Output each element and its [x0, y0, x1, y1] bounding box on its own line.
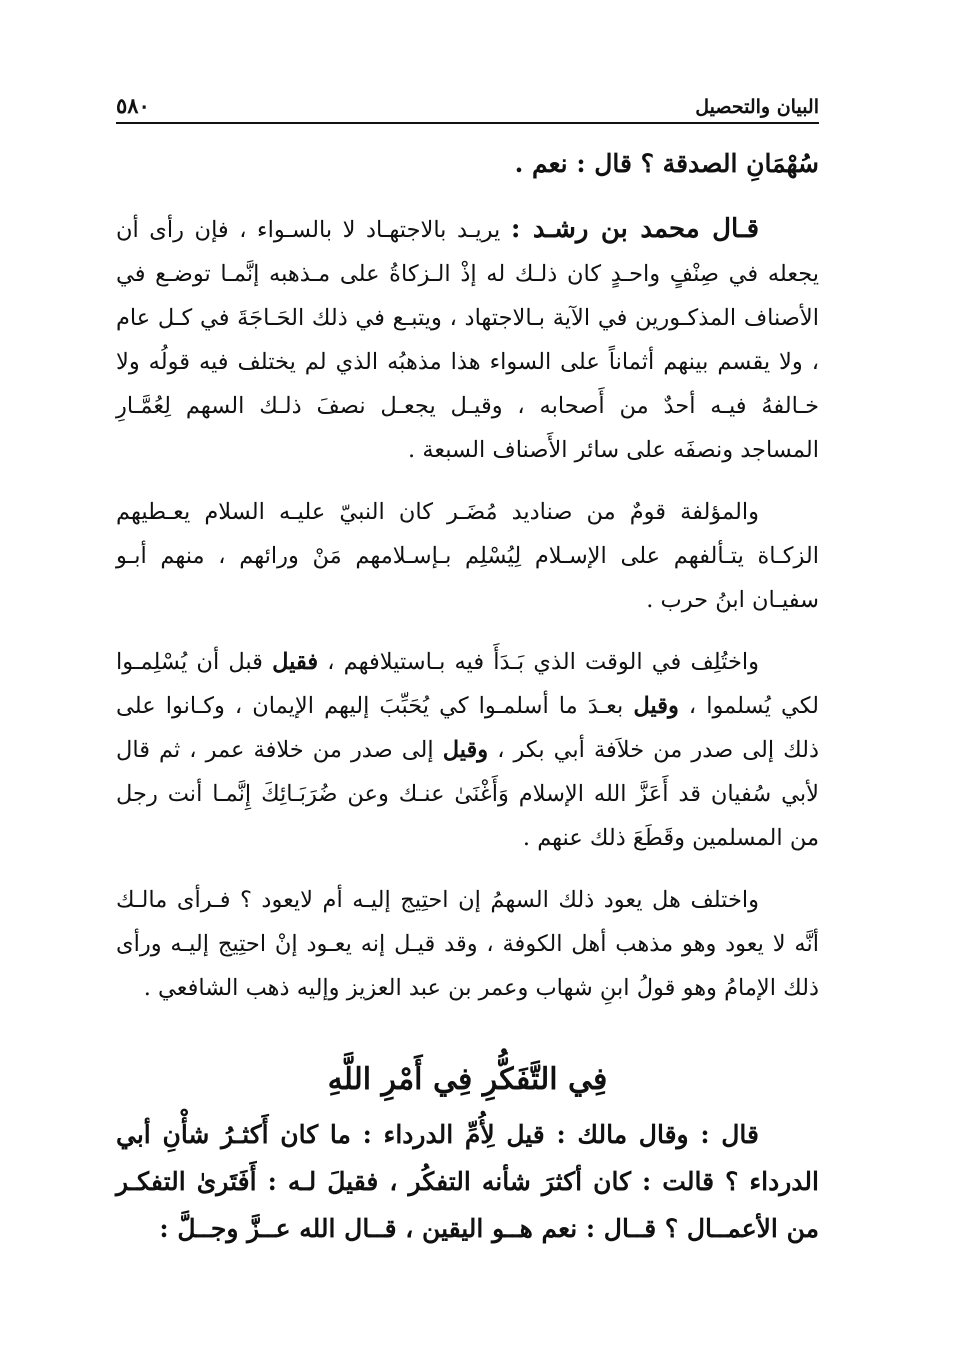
paragraph-sahm: واختلف هل يعود ذلك السهمُ إن احتِيج إليـه أم لايعود ؟ فـرأى مالـك أنَّه لا يعود وهو مذهب أهل الكوفة ، وقد قيـل إنه يعـود إنْ احتِيج إليـه ورأى ذلك الإمامُ وهو قولُ ابنِ شهاب وعمر بن عبد العزيز وإليه ذهب الشافعي . [116, 887, 819, 1001]
paragraph-text: إلى صدر من خلافة عمر ، ثم قال لأبي سُفيان قد أَعَزَّ الله الإسلام وَأَغْنَىٰ عنـك وعن ضُرَبَـائِكَ إِنَّمـا أنت رجل من المسلمين وقَطَعَ ذلك عنهم . [116, 737, 819, 851]
commentator-lead: قـال محمد بن رشـد : [510, 214, 759, 244]
paragraph-text: واختُلِف في الوقت الذي بَـدَأَ فيه بـاستيلافهم ، [318, 649, 759, 675]
section-heading: فِي التَّفَكُّرِ فِي أَمْرِ اللَّهِ [327, 1062, 608, 1097]
bold-term: فقيل [272, 649, 319, 675]
paragraph-continuation: سُهْمَانِ الصدقة ؟ قال : نعم . [514, 149, 819, 178]
paragraph-text: قبل أن يُسْلِمـوا لكي يُسلموا ، [116, 649, 819, 719]
page-body [116, 140, 819, 1252]
page-number: ٥٨٠ [116, 93, 150, 118]
book-title: البيان والتحصيل [695, 96, 819, 118]
paragraph-ikhtulif [116, 640, 819, 860]
paragraph-text: بعـدَ ما أسلمـوا كي يُحَبِّبَ إليهم الإيمان ، وكـانوا على ذلك إلى صدر من خلاَفة أبي بكر ، [116, 693, 819, 763]
bold-term: وقيل [633, 693, 679, 719]
running-header [116, 78, 819, 124]
paragraph-tafakkur: قال : وقال مالك : قيل لِأُمِّ الدرداء : ما كان أَكثـرُ شأْنِ أبي الدرداء ؟ قالت : كان أكثرَ شأنه التفكُر ، فقيلَ لـه : أَفَتَرىٰ التفكـر من الأعمــال ؟ قــال : نعم هــو اليقين ، قــال الله عــزَّ وجــلَّ : [116, 1120, 819, 1243]
bold-term: وقيل [442, 737, 489, 763]
paragraph-muallafa: والمؤلفة قومٌ من صناديد مُضَـر كان النبيّ عليـه السلام يعـطيهم الزكـاة يتـألفهم على الإسـلام لِيُسْلِم بـإسـلامهم مَنْ ورائهم ، منهم أبـو سفيـان ابنُ حرب . [116, 499, 819, 613]
paragraph-text: يريـد بالاجتهـاد لا بالسـواء ، فإن رأى أن يجعله في صِنْفٍ واحـدٍ كان ذلـك له إذْ الـزكاةُ على مـذهبه إنَّمـا توضـع في الأصناف المذكـورين في الآية بـالاجتهاد ، ويتبـع في ذلك الحَـاجَةَ في كـل عام ، ولا يقسم بينهم أثماناً على السواء هذا مذهبُه الذي لم يختلف فيه قولُه ولا خـالفهُ فيـه أحدٌ من أَصحابه ، وقيـل يجعـل نصفَ ذلـك السهم لِعُمَّـارِ المساجد ونصفَه على سائر الأَصناف السبعة . [116, 217, 819, 463]
paragraph-ibn-rushd [116, 207, 819, 472]
